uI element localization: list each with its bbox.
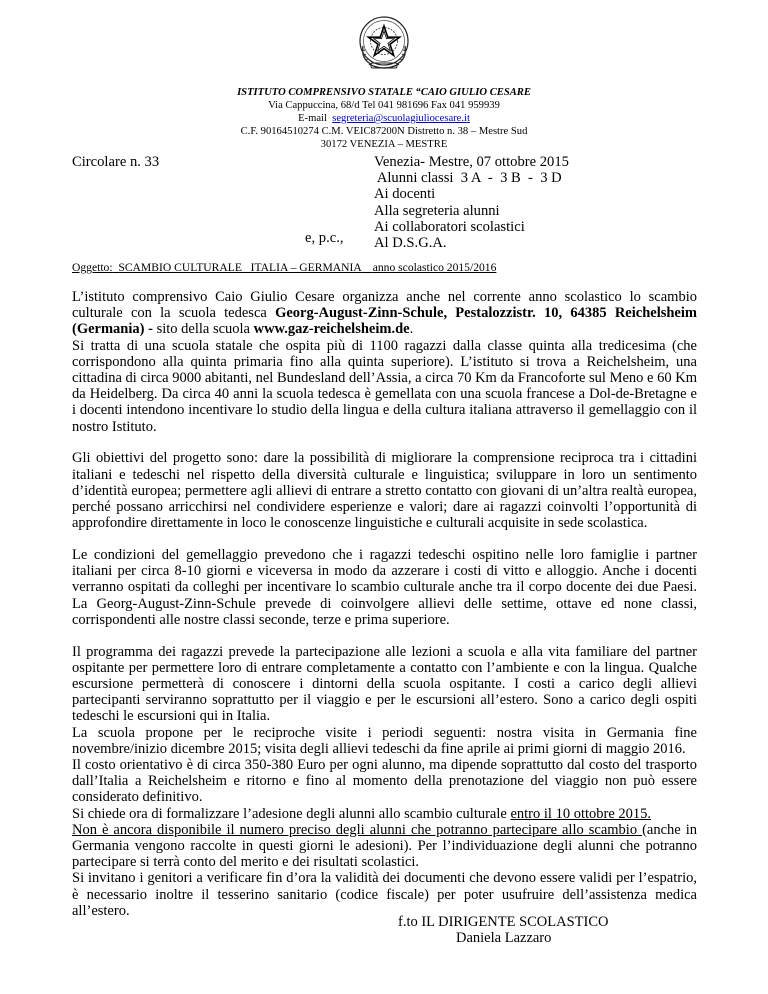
school-codes: C.F. 90164510274 C.M. VEIC87200N Distretto n. 38 – Mestre Sud xyxy=(240,126,528,137)
paragraph: La scuola propone per le reciproche visite i periodi seguenti: nostra visita in Germania fine novembre/inizio dicembre 2015; visita degli allievi tedeschi da fine aprile ai primi giorni di maggio 2016. xyxy=(72,724,697,757)
partner-school-name: Georg-August-Zinn-Schule, Pestalozzistr. 10, 64385 Reichelsheim (Germania) - xyxy=(72,305,697,338)
recipient: Alunni classi 3 A - 3 B - 3 D xyxy=(374,170,562,187)
recipients-block xyxy=(374,154,569,251)
signature-name: Daniela Lazzaro xyxy=(456,930,552,946)
recipient: Ai docenti xyxy=(374,186,436,203)
paragraph: Il costo orientativo è di circa 350-380 Euro per ogni alunno, ma dipende soprattutto dal costo del trasporto dall’Italia a Reichelsheim e ritorno e fino al momento della prenotazione del viaggio non può essere considerato definitivo. xyxy=(72,757,697,806)
school-email-link[interactable]: segreteria@scuolagiuliocesare.it xyxy=(332,113,470,124)
place-date: Venezia- Mestre, 07 ottobre 2015 xyxy=(374,154,569,170)
school-name: ISTITUTO COMPRENSIVO STATALE “CAIO GIULIO CESARE xyxy=(237,87,531,98)
circolare-number: Circolare n. 33 xyxy=(72,154,160,170)
recipient: Alla segreteria alunni xyxy=(374,202,500,219)
deadline: entro il 10 ottobre 2015. xyxy=(510,805,652,822)
email-label: E-mail xyxy=(298,113,327,124)
subject-line xyxy=(72,261,496,274)
paragraph: Il programma dei ragazzi prevede la partecipazione alle lezioni a scuola e alla vita familiare del partner ospitante per permettere loro di entrare completamente a contatto con l’ambiente e con la lingua. Qualche escursione permetterà di conoscere i dintorni della scuola ospitante. I costi a carico degli allievi partecipanti serviranno soprattutto per il viaggio e per le escursioni all’estero. Sono a carico degli ospiti tedeschi le escursioni qui in Italia. xyxy=(72,643,697,725)
school-address: Via Cappuccina, 68/d Tel 041 981696 Fax 041 959939 xyxy=(268,100,500,111)
paragraph: L’istituto comprensivo Caio Giulio Cesare organizza anche nel corrente anno scolastico lo scambio culturale con la scuola tedesca Georg-August-Zinn-Schule, Pestalozzistr. 10, 64385 Reichelsheim (Germania) - sito della scuola www.gaz-reichelsheim.de. Si tratta di una scuola statale che ospita più di 1100 ragazzi dalla classe quinta alla tredicesima (che corrispondono alla quinta primaria fino alla quinta superiore). L’istituto si trova a Reichelsheim, una cittadina di circa 9000 abitanti, nel Bundesland dell’Assia, a circa 70 Km da Francoforte sul Meno e 60 Km da Heidelberg. Da circa 40 anni la scuola tedesca è gemellata con una scuola francese a Dol-de-Bretagne e i docenti intendono incentivare lo studio della lingua e della cultura italiana attraverso il gemellaggio con il nostro Istituto. xyxy=(72,289,697,435)
partner-school-website: www.gaz-reichelsheim.de xyxy=(253,321,410,338)
italian-republic-emblem-icon xyxy=(357,14,411,72)
recipient: Ai collaboratori scolastici xyxy=(374,218,525,235)
letter-body xyxy=(72,289,697,919)
paragraph: Non è ancora disponibile il numero preciso degli alunni che potranno partecipare allo scambio (anche in Germania vengono raccolte in questi giorni le adesioni). Per l’individuazione degli alunni che potranno partecipare si terrà conto del merito e dei risultati scolastici. xyxy=(72,821,697,871)
subject-label: Oggetto: xyxy=(72,261,113,274)
subject-text: SCAMBIO CULTURALE ITALIA – GERMANIA xyxy=(118,261,362,274)
paragraph: Si chiede ora di formalizzare l’adesione degli alunni allo scambio culturale entro il 10 ottobre 2015. xyxy=(72,805,652,822)
signature-title: f.to IL DIRIGENTE SCOLASTICO xyxy=(398,914,609,930)
pc-label: e, p.c., xyxy=(305,230,344,246)
school-email-line xyxy=(150,112,618,125)
subject-year: anno scolastico 2015/2016 xyxy=(372,261,497,274)
paragraph: Le condizioni del gemellaggio prevedono che i ragazzi tedeschi ospitino nelle loro famiglie i partner italiani per circa 8-10 giorni e viceversa in modo da azzerare i costi di vitto e alloggio. Anche i docenti verranno ospitati da colleghi per incentivare lo scambio culturale anche tra il corpo docente dei due Paesi. La Georg-August-Zinn-Schule prevede di coinvolgere allievi delle settime, ottave ed none classi, corrispondenti alle nostre classi seconde, terze e prima superiore. xyxy=(72,547,697,628)
school-city: 30172 VENEZIA – MESTRE xyxy=(320,139,448,150)
paragraph: Si invitano i genitori a verificare fin d’ora la validità dei documenti che devono essere validi per l’espatrio, è necessario inoltre il tesserino sanitario (codice fiscale) per poter usufruire dell’assistenza medica all’estero. xyxy=(72,870,697,919)
paragraph: Gli obiettivi del progetto sono: dare la possibilità di migliorare la comprensione reciproca tra i cittadini italiani e tedeschi nel rispetto della diversità culturale e linguistica; sviluppare in loro un sentimento d’identità europea; permettere agli allievi di entrare a stretto contatto con giovani di un’altra realtà europea, perché possano arricchirsi nel condividere esperienze e valori; dare ai ragazzi coinvolti l’opportunità di approfondire direttamente in loco le conoscenze linguistiche e culturali acquisite in sede scolastica. xyxy=(72,450,697,532)
recipient: Al D.S.G.A. xyxy=(374,235,447,252)
